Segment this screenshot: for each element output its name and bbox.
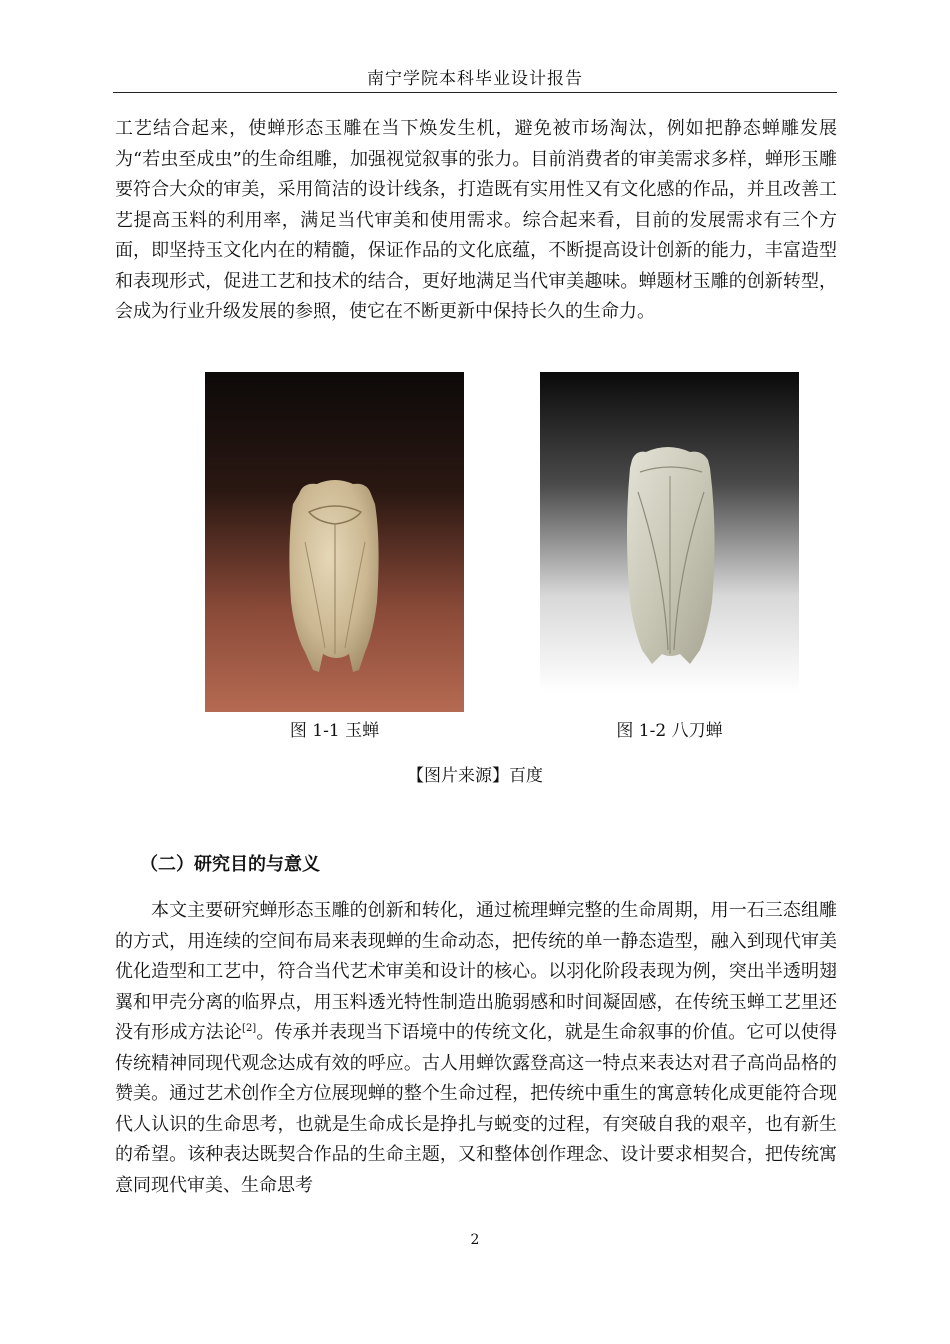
body-paragraph-2-text-b: 。传承并表现当下语境中的传统文化，就是生命叙事的价值。它可以使得传统精神同现代观念达成有效的呼应。古人用蝉饮露登高这一特点来表达对君子高尚品格的赞美。通过艺术创作全方位展现蝉的整个生命过程，把传统中重生的寓意转化成更能符合现代人认识的生命思考，也就是生命成长是挣扎与蜕变的过程，有突破自我的艰辛，也有新生的希望。该种表达既契合作品的生命主题，又和整体创作理念、设计要求相契合，把传统寓意同现代审美、生命思考 <box>115 1022 837 1196</box>
figure-source-note: 【图片来源】百度 <box>407 766 543 786</box>
section-heading: （二）研究目的与意义 <box>140 854 320 875</box>
page-header: 南宁学院本科毕业设计报告 <box>367 69 583 89</box>
header-rule <box>113 92 837 93</box>
body-paragraph-2 <box>115 896 837 1201</box>
citation-marker: [2] <box>242 1023 257 1034</box>
body-paragraph-1: 工艺结合起来，使蝉形态玉雕在当下焕发生机，避免被市场淘汰，例如把静态蝉雕发展为“若虫至成虫”的生命组雕，加强视觉叙事的张力。目前消费者的审美需求多样，蝉形玉雕要符合大众的审美，采用简洁的设计线条，打造既有实用性又有文化感的作品，并且改善工艺提高玉料的利用率，满足当代审美和使用需求。综合起来看，目前的发展需求有三个方面，即坚持玉文化内在的精髓，保证作品的文化底蕴，不断提高设计创新的能力，丰富造型和表现形式，促进工艺和技术的结合，更好地满足当代审美趣味。蝉题材玉雕的创新转型，会成为行业升级发展的参照，使它在不断更新中保持长久的生命力。 <box>115 118 837 322</box>
figure-caption-2: 图 1-2 八刀蝉 <box>616 721 723 741</box>
figure-jade-cicada-image <box>205 372 464 712</box>
page-number: 2 <box>470 1232 480 1248</box>
figure-caption-1: 图 1-1 玉蝉 <box>289 721 380 741</box>
figure-eight-knife-cicada-image <box>540 372 799 692</box>
body-paragraph-2-text-a: 本文主要研究蝉形态玉雕的创新和转化，通过梳理蝉完整的生命周期，用一石三态组雕的方式，用连续的空间布局来表现蝉的生命动态，把传统的单一静态造型，融入到现代审美优化造型和工艺中，符合当代艺术审美和设计的核心。以羽化阶段表现为例，突出半透明翅翼和甲壳分离的临界点，用玉料透光特性制造出脆弱感和时间凝固感，在传统玉蝉工艺里还没有形成方法论 <box>115 900 837 1043</box>
